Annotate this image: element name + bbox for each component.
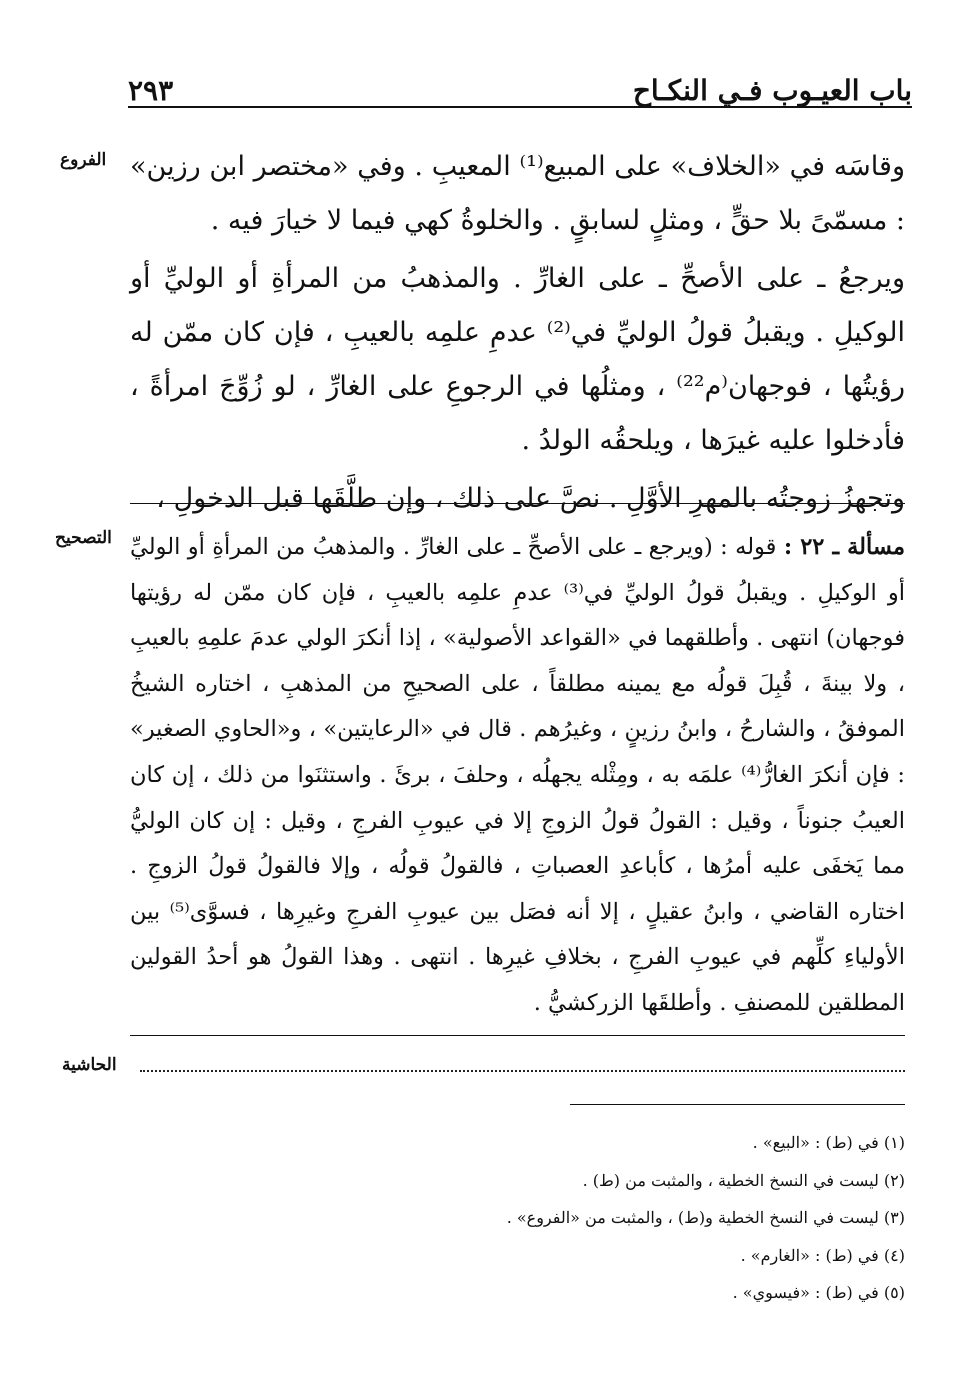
page-number: ٢٩٣ <box>128 74 174 107</box>
tashih-body: قوله : (ويرجع ـ على الأصحِّ ـ على الغارِّ . والمذهبُ من المرأةِ أو الوليِّ أو الوكيلِ . ويقبلُ قولُ الوليِّ في⁽³⁾ عدمِ علمِه بالعيبِ ، فإن كان ممّن له رؤيتها فوجهان) انتهى . وأطلقهما في «القواعد الأصولية» ، إذا أنكرَ الولي عدمَ علمِهِ بالعيبِ ، ولا بينةَ ، قُبِلَ قولُه مع يمينه مطلقاً ، على الصحيحِ من المذهبِ ، اختاره الشيخُ الموفقُ ، والشارحُ ، وابنُ رزينٍ ، وغيرُهم . قال في «الرعايتين» ، و«الحاوي الصغير» : فإن أنكرَ الغارُّ⁽⁴⁾ علمَه به ، ومِثْله يجهلُه ، وحلفَ ، برئَ . واستثنَوا من ذلك ، إن كان العيبُ جنوناً ، وقيل : القولُ قولُ الزوجِ إلا في عيوبِ الفرجِ ، وقيل : إن كان الوليُّ مما يَخفَى عليه أمرُها ، كأباعدِ العصباتِ ، فالقولُ قولُه ، وإلا فالقولُ قولُ الزوجِ . اختاره القاضي ، وابنُ عقيلٍ ، إلا أنه فصَل بين عيوبِ الفرجِ وغيرِها ، فسوَّى⁽⁵⁾ بين الأولياءِ كلِّهم في عيوبِ الفرجِ ، بخلافِ غيرِها . انتهى . وهذا القولُ هو أحدُ القولين المطلقين للمصنفِ . وأطلقَها الزركشيُّ . <box>130 534 906 1016</box>
footnotes <box>300 1124 905 1312</box>
running-header <box>128 70 912 106</box>
footnote-3: (٣) ليست في النسخ الخطية و(ط) ، والمثبت من «الفروع» . <box>506 1208 905 1227</box>
furu-paragraph-1: وقاسَه في «الخلاف» على المبيع⁽¹⁾ المعيبِ . وفي «مختصر ابن رزين» : مسمّىً بلا حقٍّ ، ومثلٍ لسابقٍ . والخلوةُ كهي فيما لا خيارَ فيه . <box>130 151 905 236</box>
furu-paragraph-3: وتجهزُ زوجتُه بالمهرِ الأوَّلِ . نصَّ على ذلك ، وإن طلَّقَها قبل الدخولِ ، <box>156 483 905 514</box>
furu-paragraph-2: ويرجعُ ـ على الأصحِّ ـ على الغارِّ . والمذهبُ من المرأةِ أو الوليِّ أو الوكيلِ . ويقبلُ قولُ الوليِّ في⁽²⁾ عدمِ علمِه بالعيبِ ، فإن كان ممّن له رؤيتُها ، فوجهان⁽م²²⁾ ، ومثلُها في الرجوعِ على الغارِّ ، لو زُوِّجَ امرأةً ، فأدخلوا عليه غيرَها ، ويلحقُه الولدُ . <box>130 263 905 456</box>
footnote-4: (٤) في (ط) : «الغارم» . <box>740 1245 905 1265</box>
furu-section <box>130 140 905 526</box>
footnote-2: (٢) ليست في النسخ الخطية ، والمثبت من (ط) . <box>582 1170 905 1190</box>
footnote-1: (١) في (ط) : «البيع» . <box>752 1133 905 1152</box>
margin-label-tashih: التصحيح <box>55 528 112 548</box>
margin-label-furu: الفروع <box>60 150 107 170</box>
footnote-5: (٥) في (ط) : «فيسوي» . <box>732 1283 905 1302</box>
tashih-paragraph <box>130 525 905 1027</box>
masala-heading: مسألة ـ ٢٢ : <box>783 534 905 560</box>
footnote-rule <box>570 1104 905 1105</box>
chapter-title: باب العيـوب فـي النكـاح <box>632 74 912 107</box>
section-divider <box>130 503 905 504</box>
hashiya-dotted-line <box>140 1070 905 1072</box>
margin-label-hashiya: الحاشية <box>62 1055 117 1075</box>
tashih-section <box>130 525 905 1027</box>
section-divider-2 <box>130 1035 905 1036</box>
header-rule <box>128 106 912 108</box>
